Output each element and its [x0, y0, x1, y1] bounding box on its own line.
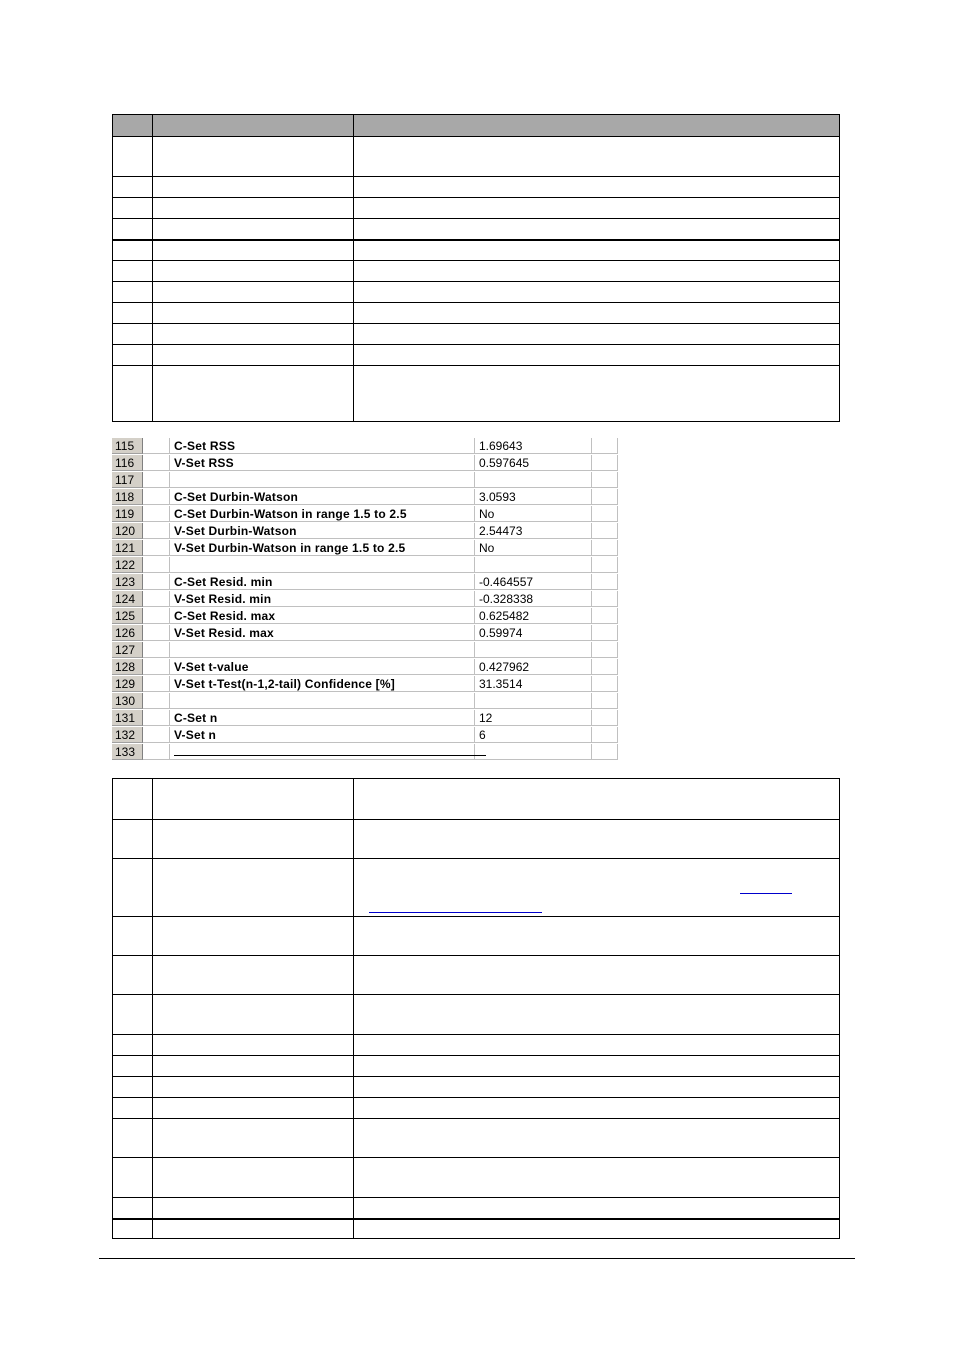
spreadsheet-row	[112, 727, 618, 744]
bottom-table	[112, 778, 840, 1239]
spreadsheet-value-cell[interactable]: 2.54473	[475, 523, 592, 539]
table-row	[113, 1098, 840, 1119]
spreadsheet-value-cell[interactable]: -0.464557	[475, 574, 592, 590]
spreadsheet-value-cell[interactable]: 12	[475, 710, 592, 726]
row-number[interactable]: 126	[112, 625, 143, 641]
table-row	[113, 345, 840, 366]
spreadsheet-cell[interactable]	[143, 455, 170, 471]
spreadsheet-cell[interactable]	[592, 710, 618, 726]
row-number[interactable]: 119	[112, 506, 143, 522]
spreadsheet-cell[interactable]	[592, 472, 618, 488]
row-number[interactable]: 127	[112, 642, 143, 658]
spreadsheet-value-cell[interactable]	[475, 693, 592, 709]
header-cell	[153, 115, 354, 137]
spreadsheet-label-cell[interactable]: C-Set Resid. min	[170, 574, 475, 590]
spreadsheet-cell[interactable]	[592, 455, 618, 471]
spreadsheet-row	[112, 676, 618, 693]
row-number[interactable]: 131	[112, 710, 143, 726]
spreadsheet-cell[interactable]	[143, 625, 170, 641]
spreadsheet-value-cell[interactable]	[475, 472, 592, 488]
spreadsheet-value-cell[interactable]: 0.597645	[475, 455, 592, 471]
spreadsheet-cell[interactable]	[592, 642, 618, 658]
spreadsheet-row	[112, 574, 618, 591]
table-row	[113, 779, 840, 820]
table-row	[113, 917, 840, 956]
table-row	[113, 303, 840, 324]
spreadsheet-row	[112, 438, 618, 455]
spreadsheet-cell[interactable]	[143, 472, 170, 488]
row-number[interactable]: 116	[112, 455, 143, 471]
spreadsheet-cell[interactable]	[592, 506, 618, 522]
row-number[interactable]: 123	[112, 574, 143, 590]
row-number[interactable]: 121	[112, 540, 143, 556]
row-number[interactable]: 125	[112, 608, 143, 624]
hyperlink-part-1[interactable]	[740, 880, 792, 894]
spreadsheet-row	[112, 591, 618, 608]
spreadsheet-screenshot	[112, 438, 618, 760]
row-number[interactable]: 130	[112, 693, 143, 709]
cell-underline	[174, 755, 486, 756]
spreadsheet-cell[interactable]	[592, 574, 618, 590]
spreadsheet-row	[112, 557, 618, 574]
spreadsheet-label-cell[interactable]: V-Set RSS	[170, 455, 475, 471]
spreadsheet-row	[112, 744, 618, 761]
table-row	[113, 1158, 840, 1198]
top-table	[112, 114, 840, 422]
spreadsheet-cell[interactable]	[592, 591, 618, 607]
spreadsheet-label-cell[interactable]: V-Set Resid. min	[170, 591, 475, 607]
table-row	[113, 1119, 840, 1158]
spreadsheet-label-cell[interactable]: V-Set Resid. max	[170, 625, 475, 641]
spreadsheet-cell[interactable]	[592, 676, 618, 692]
spreadsheet-value-cell[interactable]: -0.328338	[475, 591, 592, 607]
footer-rule	[99, 1258, 855, 1259]
spreadsheet-cell[interactable]	[143, 557, 170, 573]
spreadsheet-label-cell[interactable]	[170, 472, 475, 488]
spreadsheet-cell[interactable]	[592, 438, 618, 454]
row-number[interactable]: 118	[112, 489, 143, 505]
spreadsheet-cell[interactable]	[143, 489, 170, 505]
spreadsheet-value-cell[interactable]: 1.69643	[475, 438, 592, 454]
spreadsheet-row	[112, 693, 618, 710]
spreadsheet-value-cell[interactable]: No	[475, 540, 592, 556]
spreadsheet-cell[interactable]	[143, 744, 170, 760]
spreadsheet-cell[interactable]	[143, 659, 170, 675]
table-row	[113, 282, 840, 303]
header-cell	[354, 115, 840, 137]
table-row	[113, 198, 840, 219]
spreadsheet-cell[interactable]	[143, 727, 170, 743]
spreadsheet-value-cell[interactable]: 0.625482	[475, 608, 592, 624]
spreadsheet-row	[112, 523, 618, 540]
table-row	[113, 1035, 840, 1056]
spreadsheet-row	[112, 472, 618, 489]
spreadsheet-value-cell[interactable]	[475, 642, 592, 658]
spreadsheet-cell[interactable]	[592, 608, 618, 624]
spreadsheet-label-cell[interactable]: C-Set Resid. max	[170, 608, 475, 624]
spreadsheet-row	[112, 608, 618, 625]
spreadsheet-cell[interactable]	[143, 438, 170, 454]
spreadsheet-cell[interactable]	[592, 625, 618, 641]
row-number[interactable]: 124	[112, 591, 143, 607]
spreadsheet-label-cell[interactable]	[170, 557, 475, 573]
table-row	[113, 1198, 840, 1219]
table-row	[113, 261, 840, 282]
spreadsheet-row	[112, 540, 618, 557]
table-row	[113, 240, 840, 261]
spreadsheet-cell[interactable]	[143, 710, 170, 726]
spreadsheet-row	[112, 506, 618, 523]
table-row	[113, 1056, 840, 1077]
spreadsheet-label-cell[interactable]	[170, 693, 475, 709]
spreadsheet-row	[112, 455, 618, 472]
header-cell	[113, 115, 153, 137]
spreadsheet-cell[interactable]	[143, 591, 170, 607]
spreadsheet-row	[112, 625, 618, 642]
spreadsheet-value-cell[interactable]: 0.427962	[475, 659, 592, 675]
table-row	[113, 820, 840, 859]
spreadsheet-cell[interactable]	[592, 489, 618, 505]
spreadsheet-row	[112, 489, 618, 506]
spreadsheet-cell[interactable]	[143, 574, 170, 590]
spreadsheet-value-cell[interactable]: 3.0593	[475, 489, 592, 505]
table-row	[113, 219, 840, 240]
table-row	[113, 956, 840, 995]
spreadsheet-label-cell[interactable]: V-Set t-Test(n-1,2-tail) Confidence [%]	[170, 676, 475, 692]
spreadsheet-cell[interactable]	[592, 744, 618, 760]
spreadsheet-cell[interactable]	[592, 540, 618, 556]
table-row	[113, 1077, 840, 1098]
spreadsheet-value-cell[interactable]	[475, 557, 592, 573]
table-row	[113, 995, 840, 1035]
spreadsheet-row	[112, 710, 618, 727]
spreadsheet-label-cell[interactable]	[170, 744, 475, 760]
row-number[interactable]: 120	[112, 523, 143, 539]
spreadsheet-value-cell[interactable]: 31.3514	[475, 676, 592, 692]
table-row	[113, 137, 840, 177]
spreadsheet-label-cell[interactable]: V-Set n	[170, 727, 475, 743]
spreadsheet-cell[interactable]	[592, 693, 618, 709]
spreadsheet-label-cell[interactable]: V-Set Durbin-Watson	[170, 523, 475, 539]
spreadsheet-cell[interactable]	[592, 727, 618, 743]
spreadsheet-cell[interactable]	[143, 540, 170, 556]
spreadsheet-label-cell[interactable]: C-Set Durbin-Watson in range 1.5 to 2.5	[170, 506, 475, 522]
spreadsheet-value-cell[interactable]: 6	[475, 727, 592, 743]
spreadsheet-cell[interactable]	[592, 557, 618, 573]
hyperlink-part-2[interactable]	[369, 899, 542, 913]
row-number[interactable]: 128	[112, 659, 143, 675]
table-row	[113, 366, 840, 422]
table-row	[113, 1219, 840, 1239]
spreadsheet-cell[interactable]	[143, 506, 170, 522]
row-number[interactable]: 133	[112, 744, 143, 760]
spreadsheet-cell[interactable]	[143, 693, 170, 709]
table-row	[113, 177, 840, 198]
spreadsheet-cell[interactable]	[143, 676, 170, 692]
spreadsheet-cell[interactable]	[143, 608, 170, 624]
spreadsheet-label-cell[interactable]: C-Set RSS	[170, 438, 475, 454]
spreadsheet-value-cell[interactable]: No	[475, 506, 592, 522]
spreadsheet-row	[112, 642, 618, 659]
spreadsheet-label-cell[interactable]: C-Set n	[170, 710, 475, 726]
spreadsheet-cell[interactable]	[592, 659, 618, 675]
spreadsheet-label-cell[interactable]	[170, 642, 475, 658]
spreadsheet-value-cell[interactable]	[475, 744, 592, 760]
spreadsheet-cell[interactable]	[143, 642, 170, 658]
spreadsheet-label-cell[interactable]: V-Set t-value	[170, 659, 475, 675]
row-number[interactable]: 129	[112, 676, 143, 692]
table-row	[113, 324, 840, 345]
spreadsheet-cell[interactable]	[143, 523, 170, 539]
row-number[interactable]: 132	[112, 727, 143, 743]
spreadsheet-row	[112, 659, 618, 676]
row-number[interactable]: 115	[112, 438, 143, 454]
row-number[interactable]: 122	[112, 557, 143, 573]
spreadsheet-label-cell[interactable]: V-Set Durbin-Watson in range 1.5 to 2.5	[170, 540, 475, 556]
spreadsheet-value-cell[interactable]: 0.59974	[475, 625, 592, 641]
spreadsheet-cell[interactable]	[592, 523, 618, 539]
spreadsheet-label-cell[interactable]: C-Set Durbin-Watson	[170, 489, 475, 505]
top-table-header-row	[113, 115, 840, 137]
row-number[interactable]: 117	[112, 472, 143, 488]
